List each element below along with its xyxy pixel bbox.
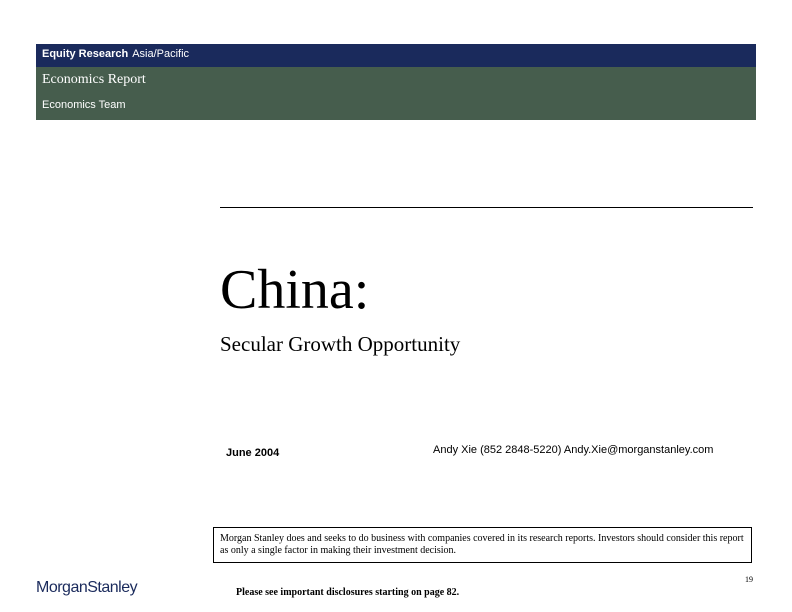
page-number: 19 bbox=[745, 575, 753, 584]
team-label: Economics Team bbox=[42, 99, 126, 111]
analyst-contact: Andy Xie (852 2848-5220) Andy.Xie@morganstanley.com bbox=[433, 444, 714, 456]
report-date: June 2004 bbox=[226, 447, 280, 459]
report-type: Economics Report bbox=[42, 72, 146, 87]
division-label: Equity Research bbox=[42, 48, 129, 60]
page-title: China: bbox=[220, 259, 370, 321]
page-subtitle: Secular Growth Opportunity bbox=[220, 332, 461, 356]
disclosures-note: Please see important disclosures starting on page 82. bbox=[236, 587, 460, 598]
title-divider bbox=[220, 207, 753, 208]
region-label: Asia/Pacific bbox=[132, 48, 190, 60]
header-division-bar bbox=[36, 44, 756, 67]
header-report-bar bbox=[36, 67, 756, 120]
disclaimer-box: Morgan Stanley does and seeks to do business with companies covered in its research reports. Investors should consider this report as only a single factor in making their investment decision. bbox=[213, 527, 752, 563]
header-division bbox=[42, 48, 189, 60]
morgan-stanley-logo: MorganStanley bbox=[36, 579, 138, 596]
